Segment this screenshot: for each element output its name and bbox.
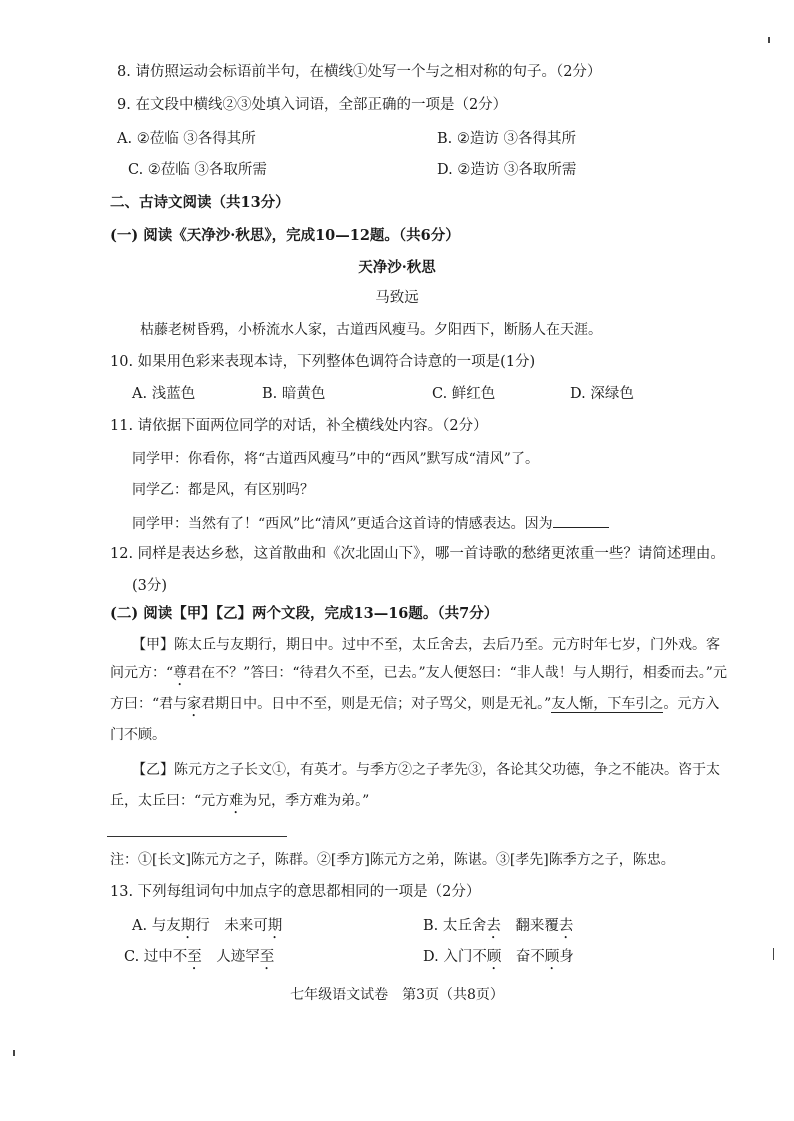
- dotted-char: 期: [267, 918, 283, 934]
- question-10-stem: 10. 如果用色彩来表现本诗，下列整体色调符合诗意的一项是(1分): [110, 354, 536, 370]
- question-13-option-c: [124, 947, 274, 973]
- question-10-option-b: B. 暗黄色: [262, 386, 326, 402]
- passage-text: 君在不？”答曰：“待君久不至，已去。”友人便怒曰：“非人哉！与人期行，相委而去。”元: [187, 665, 727, 681]
- dotted-char: 顾: [544, 949, 560, 965]
- option-text: C. 过中不: [124, 949, 188, 965]
- question-9-option-c: C. ②莅临 ③各取所需: [128, 162, 267, 178]
- passage-text: 君期日中。日中不至，则是无信；对子骂父，则是无礼。”: [201, 696, 552, 712]
- dialogue-line-3: [132, 513, 609, 534]
- passage-jia-line-1: 【甲】陈太丘与友期行，期日中。过中不至，太丘舍去，去后乃至。元方时年七岁，门外戏。客: [132, 637, 720, 653]
- question-13-option-d: [423, 947, 574, 973]
- dotted-char: 去: [558, 918, 574, 934]
- option-text: B. 太丘舍: [423, 918, 487, 934]
- dialogue-line-1: 同学甲：你看你，将“古道西风瘦马”中的“西风”默写成“清风”了。: [132, 451, 539, 467]
- question-10-option-c: C. 鲜红色: [432, 386, 496, 402]
- footnote: 注：①[长文]陈元方之子，陈群。②[季方]陈元方之弟，陈谌。③[孝先]陈季方之子，陈忠。: [110, 852, 675, 868]
- question-13-option-b: [423, 916, 573, 942]
- option-text: D. 入门不: [423, 949, 487, 965]
- question-13-option-a: [132, 916, 282, 942]
- option-text: 人迹罕: [201, 949, 260, 965]
- passage-jia-line-4: 门不顾。: [110, 727, 166, 743]
- dotted-char: 至: [187, 949, 202, 965]
- dotted-char: 难: [229, 793, 244, 809]
- question-12-score: (3分): [132, 578, 168, 594]
- poem-author: 马致远: [375, 290, 419, 306]
- option-text: 行 未来可: [195, 918, 268, 934]
- option-text: 翻来覆: [500, 918, 559, 934]
- question-10-option-a: A. 浅蓝色: [132, 386, 196, 402]
- dotted-char: 至: [259, 949, 275, 965]
- passage-text: 。元方入: [663, 696, 720, 712]
- question-9-option-a: A. ②莅临 ③各得其所: [117, 131, 256, 147]
- part-1-heading: (一) 阅读《天净沙·秋思》，完成10—12题。（共6分）: [110, 227, 460, 244]
- passage-text: 方曰：“君与: [110, 696, 188, 712]
- question-9-stem: 9. 在文段中横线②③处填入词语，全部正确的一项是（2分）: [117, 97, 508, 113]
- passage-yi-line-2: [110, 791, 369, 817]
- dotted-char: 家: [187, 696, 202, 712]
- scan-speck: [768, 37, 770, 43]
- dialogue-line-2: 同学乙：都是风，有区别吗？: [132, 482, 314, 498]
- part-2-heading: (二) 阅读【甲】【乙】两个文段，完成13—16题。（共7分）: [110, 605, 499, 622]
- page-footer: 七年级语文试卷 第3页（共8页）: [290, 987, 504, 1003]
- question-8: 8. 请仿照运动会标语前半句，在横线①处写一个与之相对称的句子。（2分）: [117, 64, 602, 80]
- dotted-char: 期: [180, 918, 196, 934]
- option-text: 身: [559, 949, 574, 965]
- dotted-char: 尊: [173, 665, 188, 681]
- section-2-heading: 二、古诗文阅读（共13分）: [110, 194, 290, 211]
- poem-title: 天净沙·秋思: [358, 259, 436, 276]
- dialogue-line-3-text: 同学甲：当然有了！“西风”比“清风”更适合这首诗的情感表达。因为: [132, 516, 553, 532]
- underlined-sentence: 友人惭，下车引之: [551, 696, 664, 712]
- question-9-option-d: D. ②造访 ③各取所需: [437, 162, 577, 178]
- passage-jia-line-3: [110, 694, 719, 720]
- question-13-stem: 13. 下列每组词句中加点字的意思都相同的一项是（2分）: [110, 884, 481, 900]
- dotted-char: 顾: [486, 949, 502, 965]
- question-9-option-b: B. ②造访 ③各得其所: [437, 131, 576, 147]
- scan-speck: [13, 1050, 15, 1056]
- answer-blank[interactable]: [553, 513, 609, 528]
- question-10-option-d: D. 深绿色: [570, 386, 634, 402]
- passage-yi-line-1: 【乙】陈元方之子长文①，有英才。与季方②之子孝先③，各论其父功德，争之不能决。咨于太: [132, 762, 720, 778]
- option-text: A. 与友: [132, 918, 181, 934]
- scan-speck: [773, 948, 774, 960]
- question-12-stem: 12. 同样是表达乡愁，这首散曲和《次北固山下》，哪一首诗歌的愁绪更浓重一些？请简述理由。: [110, 546, 725, 562]
- footnote-divider: [107, 836, 287, 837]
- passage-text: 问元方：“: [110, 665, 174, 681]
- question-11-stem: 11. 请依据下面两位同学的对话，补全横线处内容。（2分）: [110, 418, 488, 434]
- passage-jia-line-2: [110, 663, 727, 689]
- dotted-char: 去: [486, 918, 501, 934]
- option-text: 奋不: [501, 949, 545, 965]
- passage-text: 为兄，季方难为弟。”: [243, 793, 370, 809]
- passage-text: 丘，太丘曰：“元方: [110, 793, 230, 809]
- poem-text: 枯藤老树昏鸦，小桥流水人家，古道西风瘦马。夕阳西下，断肠人在天涯。: [140, 322, 602, 338]
